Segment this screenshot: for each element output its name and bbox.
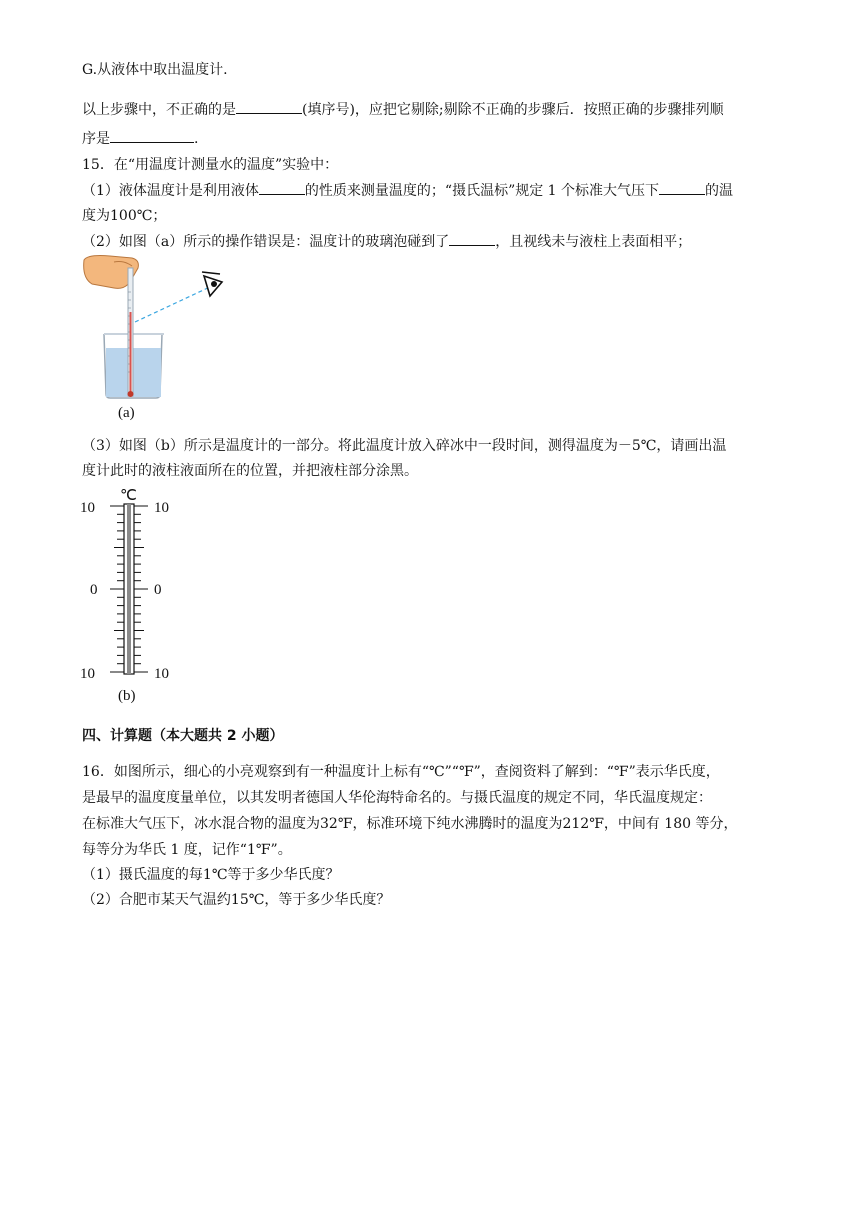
q15-p1-b: 的性质来测量温度的；“摄氏温标”规定 1 个标准大气压下: [304, 183, 660, 199]
q15-p3-b: 度计此时的液柱液面所在的位置，并把液柱部分涂黑。: [82, 463, 418, 479]
liquid-column: [127, 504, 131, 674]
q15-p1-d: 度为100℃；: [82, 208, 167, 224]
sight-line: [135, 286, 212, 322]
q16-line-2: 是最早的温度度量单位，以其发明者德国人华伦海特命名的。与摄氏温度的规定不同，华氏温度规定：: [82, 790, 712, 806]
tick-label-left-mid: 0: [90, 582, 98, 598]
q15-p1-a: （1）液体温度计是利用液体: [82, 183, 259, 199]
q14-line2: [82, 99, 724, 120]
answer-blank-5[interactable]: [449, 231, 495, 246]
answer-blank-2[interactable]: [110, 128, 194, 143]
q16-line-1: 16．如图所示，细心的小亮观察到有一种温度计上标有“℃”“℉”，查阅资料了解到：“℉”表示华氏度，: [82, 764, 720, 780]
answer-blank-3[interactable]: [259, 180, 305, 195]
section-heading: 四、计算题（本大题共 2 小题）: [82, 728, 284, 744]
unit-label: ℃: [120, 488, 137, 504]
figure-b-thermometer-scale[interactable]: [80, 482, 190, 704]
q16-sub-2: （2）合肥市某天气温约15℃，等于多少华氏度？: [82, 892, 391, 908]
q15-p2: [82, 231, 691, 252]
q14-line2-b: (填序号)，应把它剔除;剔除不正确的步骤后．按照正确的步骤排列顺: [302, 102, 724, 118]
tick-label-right-bottom: 10: [154, 666, 169, 682]
q14-line2-a: 以上步骤中，不正确的是: [82, 102, 236, 118]
q15-p3-a: （3）如图（b）所示是温度计的一部分。将此温度计放入碎冰中一段时间，测得温度为－5℃，请画出温: [82, 438, 727, 454]
figure-a-caption: (a): [118, 405, 135, 421]
q16-line-3: 在标准大气压下，冰水混合物的温度为32℉，标准环境下纯水沸腾时的温度为212℉，中间有 180 等分，: [82, 816, 738, 832]
figure-a-thermometer-in-beaker: [80, 252, 240, 404]
q14-step-g: G.从液体中取出温度计.: [82, 62, 228, 78]
q14-line3-b: .: [194, 131, 199, 147]
tick-label-left-top: 10: [80, 500, 95, 516]
figure-b-caption: (b): [118, 688, 136, 704]
q15-p1: [82, 180, 733, 201]
q16-line-4: 每等分为华氏 1 度，记作“1℉”。: [82, 842, 292, 858]
tick-label-right-top: 10: [154, 500, 169, 516]
q14-line3: [82, 128, 198, 149]
answer-blank-1[interactable]: [236, 99, 302, 114]
q15-title: 15．在“用温度计测量水的温度”实验中：: [82, 157, 339, 173]
q15-p2-b: ，且视线未与液柱上表面相平；: [495, 234, 692, 250]
q14-line3-a: 序是: [82, 131, 110, 147]
answer-blank-4[interactable]: [659, 180, 705, 195]
q16-sub-1: （1）摄氏温度的每1℃等于多少华氏度？: [82, 867, 340, 883]
q15-p2-a: （2）如图（a）所示的操作错误是：温度计的玻璃泡碰到了: [82, 234, 450, 250]
tick-label-left-bottom: 10: [80, 666, 95, 682]
tick-label-right-mid: 0: [154, 582, 162, 598]
thermometer-bulb-icon: [128, 391, 134, 397]
q15-p1-c: 的温: [705, 183, 734, 199]
